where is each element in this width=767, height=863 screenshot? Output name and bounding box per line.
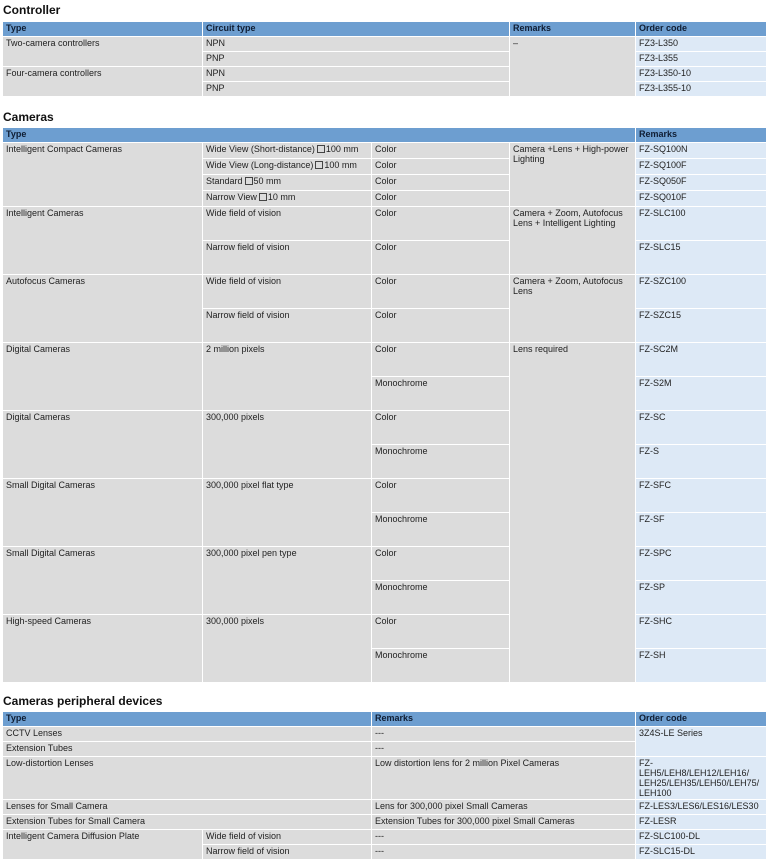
peripheral-remarks: --- (372, 830, 636, 845)
order-code: FZ-SLC15-DL (636, 845, 767, 860)
header-circuit-type: Circuit type (203, 22, 510, 37)
field-of-view: Wide View (Long-distance) 100 mm (203, 159, 372, 175)
camera-type: High-speed Cameras (3, 615, 203, 683)
order-code: FZ-SH (636, 649, 767, 683)
field-of-view: Narrow field of vision (203, 845, 372, 860)
header-remarks: Remarks (372, 712, 636, 727)
camera-type: Small Digital Cameras (3, 479, 203, 547)
field-of-view: Narrow field of vision (203, 241, 372, 275)
color-type: Color (372, 175, 510, 191)
order-code: FZ-SC (636, 411, 767, 445)
order-code: FZ-SFC (636, 479, 767, 513)
color-type: Color (372, 159, 510, 175)
peripheral-remarks: --- (372, 742, 636, 757)
camera-spec: 2 million pixels (203, 343, 372, 411)
order-code: FZ-SZC100 (636, 275, 767, 309)
order-code: FZ3-L350-10 (636, 67, 767, 82)
color-type: Color (372, 479, 510, 513)
controller-type: Two-camera controllers (3, 37, 203, 67)
camera-remarks: Camera + Zoom, Autofocus Lens (510, 275, 636, 343)
color-type: Color (372, 191, 510, 207)
field-of-view: Standard 50 mm (203, 175, 372, 191)
order-code: FZ-SPC (636, 547, 767, 581)
field-of-view: Wide View (Short-distance) 100 mm (203, 143, 372, 159)
camera-remarks: Lens required (510, 343, 636, 683)
order-code: FZ-SP (636, 581, 767, 615)
color-type: Color (372, 143, 510, 159)
square-icon (259, 193, 267, 201)
field-of-view: Wide field of vision (203, 830, 372, 845)
order-code: FZ-LEH5/LEH8/LEH12/LEH16/ LEH25/LEH35/LEH50/LEH75/ LEH100 (636, 757, 767, 800)
color-type: Monochrome (372, 445, 510, 479)
controller-type: Four-camera controllers (3, 67, 203, 97)
peripheral-type: Extension Tubes (3, 742, 372, 757)
color-type: Color (372, 241, 510, 275)
peripheral-type: Lenses for Small Camera (3, 800, 372, 815)
field-of-view: Wide field of vision (203, 207, 372, 241)
peripheral-type: CCTV Lenses (3, 727, 372, 742)
order-code: FZ-SLC100 (636, 207, 767, 241)
color-type: Monochrome (372, 377, 510, 411)
color-type: Monochrome (372, 649, 510, 683)
order-code: FZ-SQ100F (636, 159, 767, 175)
peripheral-type: Intelligent Camera Diffusion Plate (3, 830, 203, 860)
color-type: Monochrome (372, 581, 510, 615)
camera-spec: 300,000 pixels (203, 411, 372, 479)
camera-spec: 300,000 pixel pen type (203, 547, 372, 615)
order-code: FZ-SQ010F (636, 191, 767, 207)
order-code: FZ-SHC (636, 615, 767, 649)
color-type: Color (372, 615, 510, 649)
peripheral-remarks: Extension Tubes for 300,000 pixel Small Cameras (372, 815, 636, 830)
peripheral-type: Extension Tubes for Small Camera (3, 815, 372, 830)
order-code: FZ3-L355-10 (636, 82, 767, 97)
peripheral-remarks: Lens for 300,000 pixel Small Cameras (372, 800, 636, 815)
circuit-type: NPN (203, 67, 510, 82)
camera-remarks: Camera + Zoom, Autofocus Lens + Intelligent Lighting (510, 207, 636, 275)
camera-type: Digital Cameras (3, 343, 203, 411)
header-order-code: Order code (636, 712, 767, 727)
order-code: FZ-S2M (636, 377, 767, 411)
controller-remarks: – (510, 37, 636, 97)
order-code: FZ-LESR (636, 815, 767, 830)
color-type: Color (372, 207, 510, 241)
color-type: Color (372, 547, 510, 581)
cameras-title: Cameras (3, 110, 54, 124)
order-code: FZ-S (636, 445, 767, 479)
square-icon (317, 145, 325, 153)
camera-spec: 300,000 pixel flat type (203, 479, 372, 547)
field-of-view: Wide field of vision (203, 275, 372, 309)
peripheral-type: Low-distortion Lenses (3, 757, 372, 800)
camera-type: Autofocus Cameras (3, 275, 203, 343)
order-code: FZ-SLC100-DL (636, 830, 767, 845)
color-type: Color (372, 411, 510, 445)
order-code: FZ3-L355 (636, 52, 767, 67)
order-code: FZ-SC2M (636, 343, 767, 377)
order-code: FZ-SF (636, 513, 767, 547)
camera-type: Intelligent Compact Cameras (3, 143, 203, 207)
controller-title: Controller (3, 3, 61, 17)
header-type: Type (3, 128, 636, 151)
cameras-body (2, 142, 767, 683)
circuit-type: PNP (203, 52, 510, 67)
square-icon (315, 161, 323, 169)
header-type: Type (3, 22, 203, 37)
peripheral-remarks: --- (372, 845, 636, 860)
color-type: Monochrome (372, 513, 510, 547)
peripheral-title: Cameras peripheral devices (3, 694, 163, 708)
peripheral-table (2, 711, 767, 860)
peripheral-remarks: Low distortion lens for 2 million Pixel Cameras (372, 757, 636, 800)
field-of-view: Narrow View 10 mm (203, 191, 372, 207)
camera-type: Small Digital Cameras (3, 547, 203, 615)
order-code: FZ-SQ100N (636, 143, 767, 159)
peripheral-remarks: --- (372, 727, 636, 742)
color-type: Color (372, 309, 510, 343)
camera-spec: 300,000 pixels (203, 615, 372, 683)
square-icon (245, 177, 253, 185)
header-remarks: Remarks (510, 22, 636, 37)
camera-remarks: Camera +Lens + High-power Lighting (510, 143, 636, 207)
camera-type: Digital Cameras (3, 411, 203, 479)
color-type: Color (372, 275, 510, 309)
order-code: FZ-SQ050F (636, 175, 767, 191)
header-type: Type (3, 712, 372, 727)
order-code: 3Z4S-LE Series (636, 727, 767, 757)
header-order-code: Order code (636, 22, 767, 37)
circuit-type: PNP (203, 82, 510, 97)
color-type: Color (372, 343, 510, 377)
camera-type: Intelligent Cameras (3, 207, 203, 275)
order-code: FZ-SLC15 (636, 241, 767, 275)
order-code: FZ-SZC15 (636, 309, 767, 343)
header-remarks: Remarks (636, 128, 767, 151)
order-code: FZ-LES3/LES6/LES16/LES30 (636, 800, 767, 815)
field-of-view: Narrow field of vision (203, 309, 372, 343)
circuit-type: NPN (203, 37, 510, 52)
controller-table (2, 21, 767, 97)
order-code: FZ3-L350 (636, 37, 767, 52)
